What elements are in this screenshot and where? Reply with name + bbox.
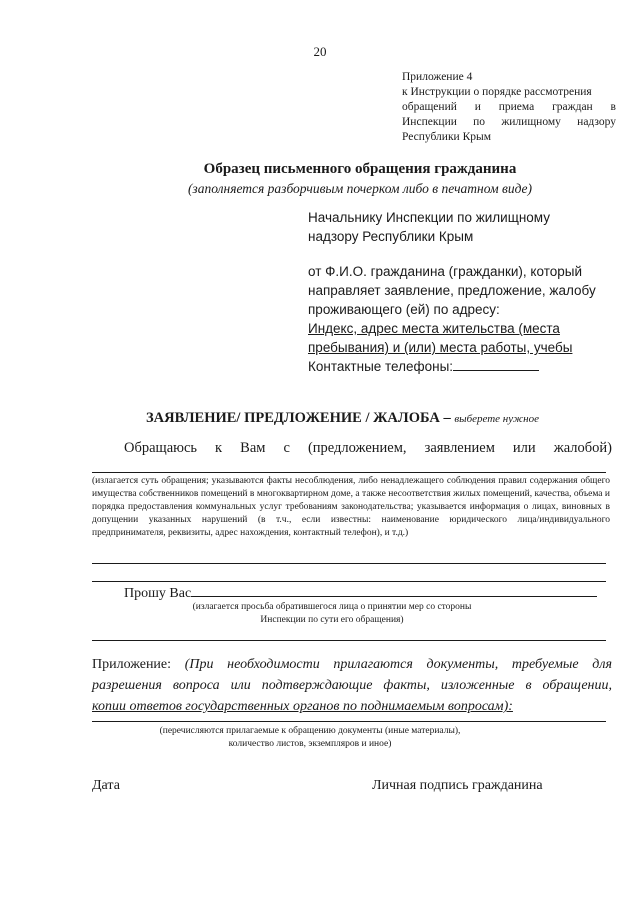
signature-label: Личная подпись гражданина <box>372 778 543 793</box>
document-type-heading <box>146 410 539 427</box>
essence-hint: (излагается суть обращения; указываются факты несоблюдения, либо ненадлежащего соблюдения правил содержания общего имущества собственников помещений в многоквартирном доме, а также несоответствия жилых помещений, качества, объема и порядка предоставления коммунальных услуг требованиям законодательства; указывается информация о лицах, виновных в допущении указанных нарушений (в т.ч., если известны: наименование юридического лица/индивидуального предпринимателя, реквизиты, адрес нахождения, контактный телефон), и т.д.) <box>92 476 610 538</box>
request-hint <box>170 601 494 627</box>
contact-phones-label: Контактные телефоны: <box>308 359 454 374</box>
essence-line <box>92 472 606 473</box>
appendix-line-4: Инспекции по жилищному надзору <box>402 116 616 128</box>
addressee-to <box>308 208 550 246</box>
addressee-from-line-3: проживающего (ей) по адресу: <box>308 302 500 317</box>
request-label: Прошу Вас <box>124 586 192 601</box>
request-hint-line-1: (излагается просьба обратившегося лица о принятии мер со стороны <box>192 602 472 612</box>
appendix-line-3: обращений и приема граждан в <box>402 101 616 113</box>
addressee-from <box>308 262 596 376</box>
attachment-line-1 <box>92 654 612 675</box>
essence-line-2 <box>92 563 606 564</box>
address-line-1: Индекс, адрес места жительства (места <box>308 321 560 336</box>
attachment-hint-line-2: количество листов, экземпляров и иное) <box>228 739 392 749</box>
appendix-line-5: Республики Крым <box>402 131 491 143</box>
document-type-hint: выберете нужное <box>454 413 539 425</box>
page-number: 20 <box>313 44 327 59</box>
essence-line-3 <box>92 581 606 582</box>
document-type-text: ЗАЯВЛЕНИЕ/ ПРЕДЛОЖЕНИЕ / ЖАЛОБА – <box>146 410 451 426</box>
contact-phones <box>308 357 596 376</box>
attachment-hint <box>150 725 470 751</box>
appendix-block <box>402 70 616 145</box>
form-subtitle: (заполняется разборчивым почерком либо в печатном виде) <box>187 181 533 196</box>
addressee-from-line-1: от Ф.И.О. гражданина (гражданки), который <box>308 264 582 279</box>
attachment-line <box>92 721 606 722</box>
request-blank <box>191 584 597 597</box>
attachment-block <box>92 654 612 717</box>
addressee-from-line-2: направляет заявление, предложение, жалобу <box>308 283 596 298</box>
address-line-2: пребывания) и (или) места работы, учебы <box>308 340 573 355</box>
request-line-2 <box>92 640 606 641</box>
attachment-text-line-3: копии ответов государственных органов по поднимаемым вопросам): <box>92 699 513 714</box>
appendix-line-2: к Инструкции о порядке рассмотрения <box>402 86 592 98</box>
date-label: Дата <box>92 778 120 793</box>
contact-phones-blank <box>453 357 539 371</box>
attachment-text-line-2: разрешения вопроса или подтверждающие факты, изложенные в обращении, <box>92 678 612 693</box>
attachment-text-line-1: (При необходимости прилагаются документы, требуемые для <box>184 657 612 672</box>
request-hint-line-2: Инспекции по сути его обращения) <box>260 615 404 625</box>
addressee-to-line-1: Начальнику Инспекции по жилищному <box>308 210 550 225</box>
appeal-line: Обращаюсь к Вам с (предложением, заявлением или жалобой) <box>124 440 612 456</box>
attachment-label: Приложение: <box>92 657 172 672</box>
appendix-line-1: Приложение 4 <box>402 71 473 83</box>
form-title: Образец письменного обращения гражданина <box>203 161 517 177</box>
addressee-to-line-2: надзору Республики Крым <box>308 229 474 244</box>
attachment-hint-line-1: (перечисляются прилагаемые к обращению документы (иные материалы), <box>159 726 461 736</box>
request-line <box>124 584 597 602</box>
